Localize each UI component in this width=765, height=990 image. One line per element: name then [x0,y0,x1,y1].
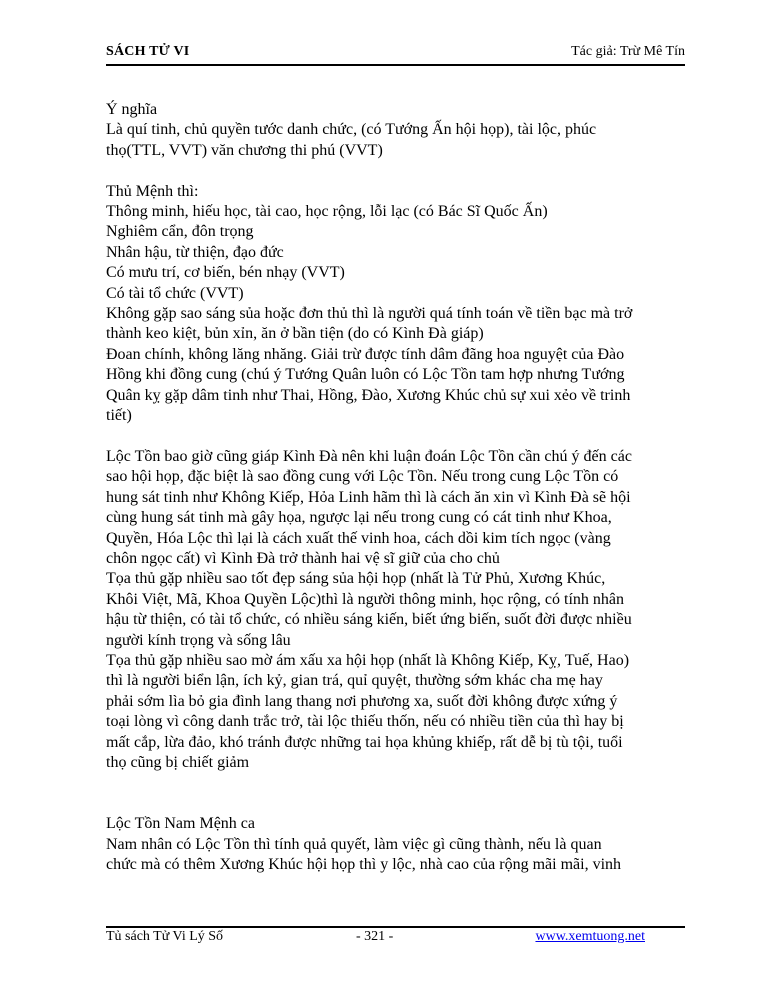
body-line: Đoan chính, không lăng nhăng. Giải trừ được tính dâm đãng hoa nguyệt của Đào [106,345,625,363]
body-line: Lộc Tồn Nam Mệnh ca [106,815,255,833]
body-line: Quân kỵ gặp dâm tinh như Thai, Hồng, Đào, Xương Khúc chủ sự xui xẻo về trinh [106,386,631,404]
body-line: thọ cũng bị chiết giảm [106,753,250,771]
body-line: mất cắp, lừa đảo, khó tránh được những tai họa khủng khiếp, rất dễ bị tù tội, tuổi [106,733,623,751]
body-line: Có tài tổ chức (VVT) [106,284,244,302]
author-credit: Tác giả: Trừ Mê Tín [571,44,685,59]
body-line: chức mà có thêm Xương Khúc hội họp thì y lộc, nhà cao của rộng mãi mãi, vinh [106,855,622,873]
blank-line [106,426,686,446]
body-line: hung sát tinh như Không Kiếp, Hỏa Linh hãm thì là cách ăn xin vì Kình Đà sẽ hội [106,488,631,506]
blank-line [106,773,686,793]
page-body [106,100,686,875]
footer-book-name: Tủ sách Tử Vi Lý Số [106,929,224,944]
body-line: Lộc Tồn bao giờ cũng giáp Kình Đà nên khi luận đoán Lộc Tồn cần chú ý đến các [106,447,632,465]
body-line: thọ(TTL, VVT) văn chương thi phú (VVT) [106,141,383,159]
website-link[interactable]: www.xemtuong.net [535,929,645,944]
blank-line [106,161,686,181]
body-line: cùng hung sát tinh mà gây họa, ngược lại nếu trong cung có cát tinh như Khoa, [106,509,612,527]
body-line: hậu từ thiện, có tài tổ chức, có nhiều sáng kiến, biết ứng biến, suốt đời được nhiều [106,611,632,629]
body-line: Thông minh, hiếu học, tài cao, học rộng, lỗi lạc (có Bác Sĩ Quốc Ấn) [106,203,548,221]
body-line: Là quí tinh, chủ quyền tước danh chức, (có Tướng Ấn hội họp), tài lộc, phúc [106,121,597,139]
page-header [106,44,685,66]
body-line: Tọa thủ gặp nhiều sao tốt đẹp sáng sủa hội họp (nhất là Tử Phủ, Xương Khúc, [106,570,606,588]
body-line: toại lòng vì công danh trắc trở, tài lộc thiếu thốn, nếu có nhiều tiền của thì hay bị [106,713,624,731]
book-title: SÁCH TỬ VI [106,44,190,59]
body-line: Thủ Mệnh thì: [106,182,199,200]
body-line: Hồng khi đồng cung (chú ý Tướng Quân luôn có Lộc Tồn tam hợp nhưng Tướng [106,366,625,384]
page-number: - 321 - [356,929,394,944]
body-line: Nghiêm cẩn, đôn trọng [106,223,254,241]
body-line: Nam nhân có Lộc Tồn thì tính quả quyết, làm việc gì cũng thành, nếu là quan [106,835,602,853]
header-divider [106,64,685,66]
body-line: Quyền, Hóa Lộc thì lại là cách xuất thế vinh hoa, cách dồi kim tích ngọc (vàng [106,529,611,547]
footer-divider [106,926,685,928]
blank-line [106,794,686,814]
body-line: thành keo kiệt, bủn xỉn, ăn ở bần tiện (do có Kình Đà giáp) [106,325,484,343]
body-line: sao hội họp, đặc biệt là sao đồng cung với Lộc Tồn. Nếu trong cung Lộc Tồn có [106,468,619,486]
body-line: thì là người biển lận, ích kỷ, gian trá, quỉ quyệt, thường sớm khác cha mẹ hay [106,672,603,690]
body-line: Nhân hậu, từ thiện, đạo đức [106,243,284,261]
body-line: Ý nghĩa [106,101,158,118]
body-line: chôn ngọc cất) vì Kình Đà trở thành hai vệ sĩ giữ của cho chủ [106,549,500,567]
body-line: Khôi Việt, Mã, Khoa Quyền Lộc)thì là người thông minh, học rộng, có tính nhân [106,590,625,608]
body-line: Tọa thủ gặp nhiều sao mờ ám xấu xa hội họp (nhất là Không Kiếp, Kỵ, Tuế, Hao) [106,651,630,669]
body-line: Không gặp sao sáng sủa hoặc đơn thủ thì là người quá tính toán về tiền bạc mà trở [106,305,633,323]
body-line: phải sớm lìa bỏ gia đình lang thang nơi phương xa, suốt đời không được xứng ý [106,692,618,710]
body-line: tiết) [106,407,132,425]
page-footer [106,929,685,949]
body-line: Có mưu trí, cơ biến, bén nhạy (VVT) [106,264,345,282]
body-line: người kính trọng và sống lâu [106,631,291,649]
